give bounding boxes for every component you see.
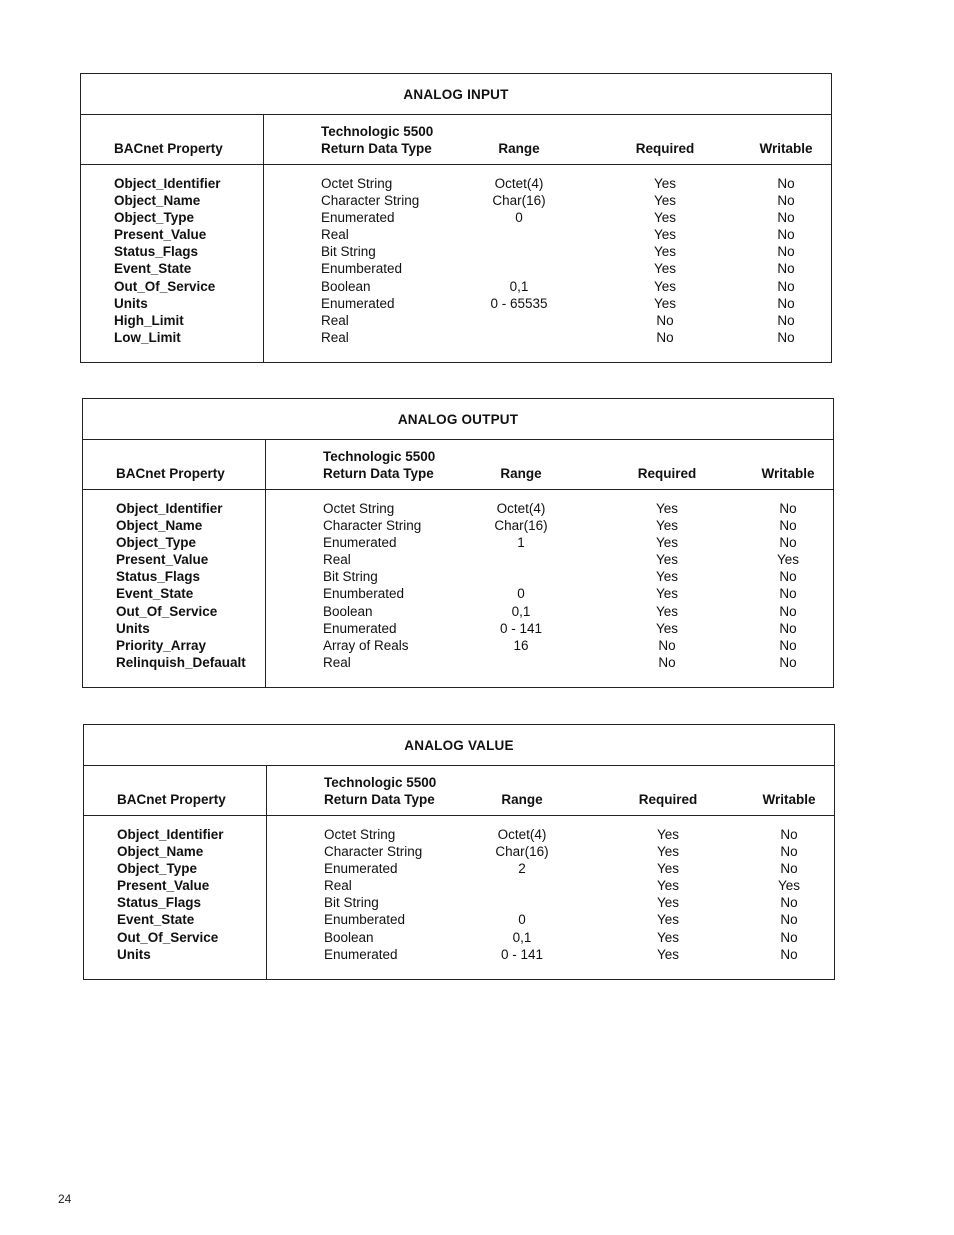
page-number: 24: [58, 1192, 72, 1206]
cell-range: 0,1: [512, 929, 532, 945]
header-return-type-text: Technologic 5500: [324, 775, 437, 790]
cell-required: Yes: [653, 176, 677, 191]
table-row: [83, 603, 833, 620]
table-body: [81, 165, 831, 362]
cell-writable: No: [777, 227, 795, 243]
cell-writable: No: [779, 501, 797, 516]
header-return-type: [323, 448, 435, 482]
cell-type: Real: [321, 312, 349, 328]
cell-range: 0,1: [511, 603, 531, 619]
cell-writable: No: [780, 844, 798, 860]
cell-writable: No: [779, 637, 797, 653]
cell-writable: No: [779, 535, 797, 551]
header-writable: [729, 465, 847, 482]
header-required-text: Required: [635, 141, 695, 156]
cell-property: Event_State: [114, 261, 192, 277]
table-row: [84, 843, 834, 860]
cell-required: Yes: [655, 586, 679, 602]
cell-range: 16: [513, 637, 529, 653]
cell-writable: Yes: [776, 552, 800, 568]
cell-required: Yes: [653, 295, 677, 311]
table-title: ANALOG OUTPUT: [83, 399, 833, 440]
cell-property: Low_Limit: [114, 329, 181, 345]
cell-writable: No: [780, 895, 798, 911]
cell-writable: No: [777, 295, 795, 311]
header-writable-text: Writable: [759, 141, 813, 156]
cell-required: Yes: [653, 227, 677, 243]
cell-type: Enumerated: [323, 535, 397, 551]
cell-property: Units: [114, 295, 148, 311]
cell-writable: No: [780, 929, 798, 945]
cell-writable: No: [777, 244, 795, 260]
header-range-text: Range: [500, 466, 542, 481]
cell-type: Boolean: [323, 603, 373, 619]
table-row: [83, 534, 833, 551]
cell-required: Yes: [655, 535, 679, 551]
header-required-text: Required: [637, 466, 697, 481]
table-row: [81, 278, 831, 295]
table-row: [81, 226, 831, 243]
cell-property: Object_Identifier: [116, 501, 223, 516]
cell-range: Octet(4): [494, 176, 544, 191]
cell-property: Object_Identifier: [117, 827, 224, 842]
cell-type: Enumerated: [324, 861, 398, 877]
cell-required: Yes: [656, 912, 680, 928]
cell-range: 2: [518, 861, 526, 877]
header-writable: [727, 140, 845, 157]
cell-writable: Yes: [777, 878, 801, 894]
cell-required: Yes: [656, 827, 680, 842]
header-return-type-text: Return Data Type: [323, 466, 434, 481]
cell-property: Out_Of_Service: [117, 929, 219, 945]
cell-type: Real: [323, 552, 351, 568]
cell-required: Yes: [656, 844, 680, 860]
cell-required: Yes: [655, 552, 679, 568]
table-title: ANALOG INPUT: [81, 74, 831, 115]
cell-property: Priority_Array: [116, 637, 207, 653]
cell-range: 0 - 141: [499, 620, 543, 636]
cell-type: Enumberated: [321, 261, 403, 277]
table-header-row: [81, 115, 831, 165]
table-header-row: [84, 766, 834, 816]
cell-range: Octet(4): [497, 827, 547, 842]
cell-property: Present_Value: [114, 227, 207, 243]
header-range-text: Range: [498, 141, 540, 156]
cell-writable: No: [779, 620, 797, 636]
cell-property: Object_Type: [117, 861, 198, 877]
table-header-row: [83, 440, 833, 490]
cell-required: Yes: [656, 929, 680, 945]
cell-writable: No: [779, 654, 797, 670]
cell-writable: No: [779, 569, 797, 585]
cell-required: Yes: [653, 210, 677, 226]
cell-type: Octet String: [324, 827, 396, 842]
table-row: [83, 585, 833, 602]
cell-property: Units: [116, 620, 150, 636]
cell-property: Object_Identifier: [114, 176, 221, 191]
header-required-text: Required: [638, 792, 698, 807]
cell-writable: No: [780, 946, 798, 962]
header-property-text: BACnet Property: [114, 141, 223, 156]
header-range: [459, 140, 579, 157]
table-row: [83, 620, 833, 637]
cell-type: Real: [321, 227, 349, 243]
cell-property: Present_Value: [117, 878, 210, 894]
cell-writable: No: [779, 586, 797, 602]
cell-required: Yes: [656, 895, 680, 911]
cell-range: Char(16): [492, 193, 546, 209]
cell-required: No: [656, 329, 674, 345]
header-range: [461, 465, 581, 482]
header-writable-text: Writable: [761, 466, 815, 481]
cell-writable: No: [779, 518, 797, 534]
cell-writable: No: [777, 278, 795, 294]
cell-writable: No: [777, 261, 795, 277]
table-row: [84, 877, 834, 894]
cell-required: Yes: [656, 861, 680, 877]
cell-writable: No: [777, 210, 795, 226]
cell-required: No: [658, 654, 676, 670]
cell-property: Object_Name: [114, 193, 201, 209]
cell-required: Yes: [656, 878, 680, 894]
cell-range: 1: [517, 535, 525, 551]
cell-property: Event_State: [117, 912, 195, 928]
cell-type: Boolean: [321, 278, 371, 294]
cell-type: Enumberated: [323, 586, 405, 602]
table-row: [83, 500, 833, 517]
cell-type: Real: [321, 329, 349, 345]
cell-range: Octet(4): [496, 501, 546, 516]
table-row: [81, 329, 831, 346]
table-row: [83, 568, 833, 585]
header-property-text: BACnet Property: [116, 466, 225, 481]
cell-writable: No: [777, 329, 795, 345]
cell-required: Yes: [653, 244, 677, 260]
table-body: [84, 816, 834, 979]
cell-property: Units: [117, 946, 151, 962]
table-row: [83, 517, 833, 534]
cell-writable: No: [777, 193, 795, 209]
table-row: [84, 826, 834, 843]
table-row: [81, 243, 831, 260]
cell-range: Char(16): [495, 844, 549, 860]
property-table: [82, 398, 834, 688]
cell-required: No: [656, 312, 674, 328]
cell-property: Object_Type: [116, 535, 197, 551]
cell-range: Char(16): [494, 518, 548, 534]
cell-property: Object_Name: [116, 518, 203, 534]
cell-property: Status_Flags: [117, 895, 202, 911]
header-range: [462, 791, 582, 808]
cell-range: 0 - 65535: [490, 295, 548, 311]
table-row: [84, 894, 834, 911]
cell-required: Yes: [655, 501, 679, 516]
table-title: ANALOG VALUE: [84, 725, 834, 766]
cell-property: Present_Value: [116, 552, 209, 568]
cell-type: Character String: [321, 193, 420, 209]
cell-property: High_Limit: [114, 312, 184, 328]
cell-property: Object_Name: [117, 844, 204, 860]
cell-property: Event_State: [116, 586, 194, 602]
cell-property: Relinquish_Defaualt: [116, 654, 246, 670]
header-property-text: BACnet Property: [117, 792, 226, 807]
header-return-type: [321, 123, 433, 157]
cell-range: 0: [517, 586, 525, 602]
cell-required: Yes: [653, 193, 677, 209]
header-return-type-text: Technologic 5500: [321, 124, 434, 139]
table-body: [83, 490, 833, 687]
cell-writable: No: [777, 176, 795, 191]
cell-type: Array of Reals: [323, 637, 409, 653]
header-writable-text: Writable: [762, 792, 816, 807]
cell-property: Out_Of_Service: [116, 603, 218, 619]
cell-required: Yes: [655, 569, 679, 585]
cell-required: Yes: [653, 278, 677, 294]
table-row: [83, 551, 833, 568]
table-row: [84, 860, 834, 877]
table-row: [81, 312, 831, 329]
cell-writable: No: [779, 603, 797, 619]
table-row: [84, 946, 834, 963]
cell-required: Yes: [656, 946, 680, 962]
cell-type: Octet String: [323, 501, 395, 516]
cell-property: Status_Flags: [114, 244, 199, 260]
cell-property: Out_Of_Service: [114, 278, 216, 294]
table-row: [83, 637, 833, 654]
table-row: [81, 192, 831, 209]
header-property: [117, 791, 226, 808]
cell-required: Yes: [655, 518, 679, 534]
header-required: [607, 465, 727, 482]
header-writable: [730, 791, 848, 808]
cell-type: Character String: [324, 844, 423, 860]
cell-required: Yes: [655, 603, 679, 619]
cell-type: Octet String: [321, 176, 393, 191]
cell-property: Status_Flags: [116, 569, 201, 585]
table-row: [81, 209, 831, 226]
header-property: [114, 140, 223, 157]
header-return-type: [324, 774, 436, 808]
cell-writable: No: [780, 861, 798, 877]
cell-range: 0 - 141: [500, 946, 544, 962]
property-table: [80, 73, 832, 363]
cell-required: No: [658, 637, 676, 653]
cell-type: Bit String: [323, 569, 378, 585]
cell-type: Enumberated: [324, 912, 406, 928]
cell-writable: No: [780, 912, 798, 928]
cell-property: Object_Type: [114, 210, 195, 226]
property-table: [83, 724, 835, 980]
cell-type: Enumerated: [323, 620, 397, 636]
cell-type: Enumerated: [321, 210, 395, 226]
header-required: [605, 140, 725, 157]
header-return-type-text: Technologic 5500: [323, 449, 436, 464]
header-range-text: Range: [501, 792, 543, 807]
cell-type: Bit String: [321, 244, 376, 260]
header-return-type-text: Return Data Type: [324, 792, 435, 807]
header-property: [116, 465, 225, 482]
cell-type: Real: [323, 654, 351, 670]
cell-type: Enumerated: [324, 946, 398, 962]
header-required: [608, 791, 728, 808]
cell-range: 0,1: [509, 278, 529, 294]
cell-type: Bit String: [324, 895, 379, 911]
cell-range: 0: [515, 210, 523, 226]
table-row: [81, 175, 831, 192]
cell-writable: No: [780, 827, 798, 842]
table-row: [84, 929, 834, 946]
cell-type: Character String: [323, 518, 422, 534]
cell-type: Enumerated: [321, 295, 395, 311]
cell-type: Boolean: [324, 929, 374, 945]
cell-required: Yes: [653, 261, 677, 277]
table-row: [81, 260, 831, 277]
table-row: [83, 654, 833, 671]
cell-type: Real: [324, 878, 352, 894]
table-row: [81, 295, 831, 312]
header-return-type-text: Return Data Type: [321, 141, 432, 156]
cell-required: Yes: [655, 620, 679, 636]
cell-range: 0: [518, 912, 526, 928]
cell-writable: No: [777, 312, 795, 328]
table-row: [84, 911, 834, 928]
